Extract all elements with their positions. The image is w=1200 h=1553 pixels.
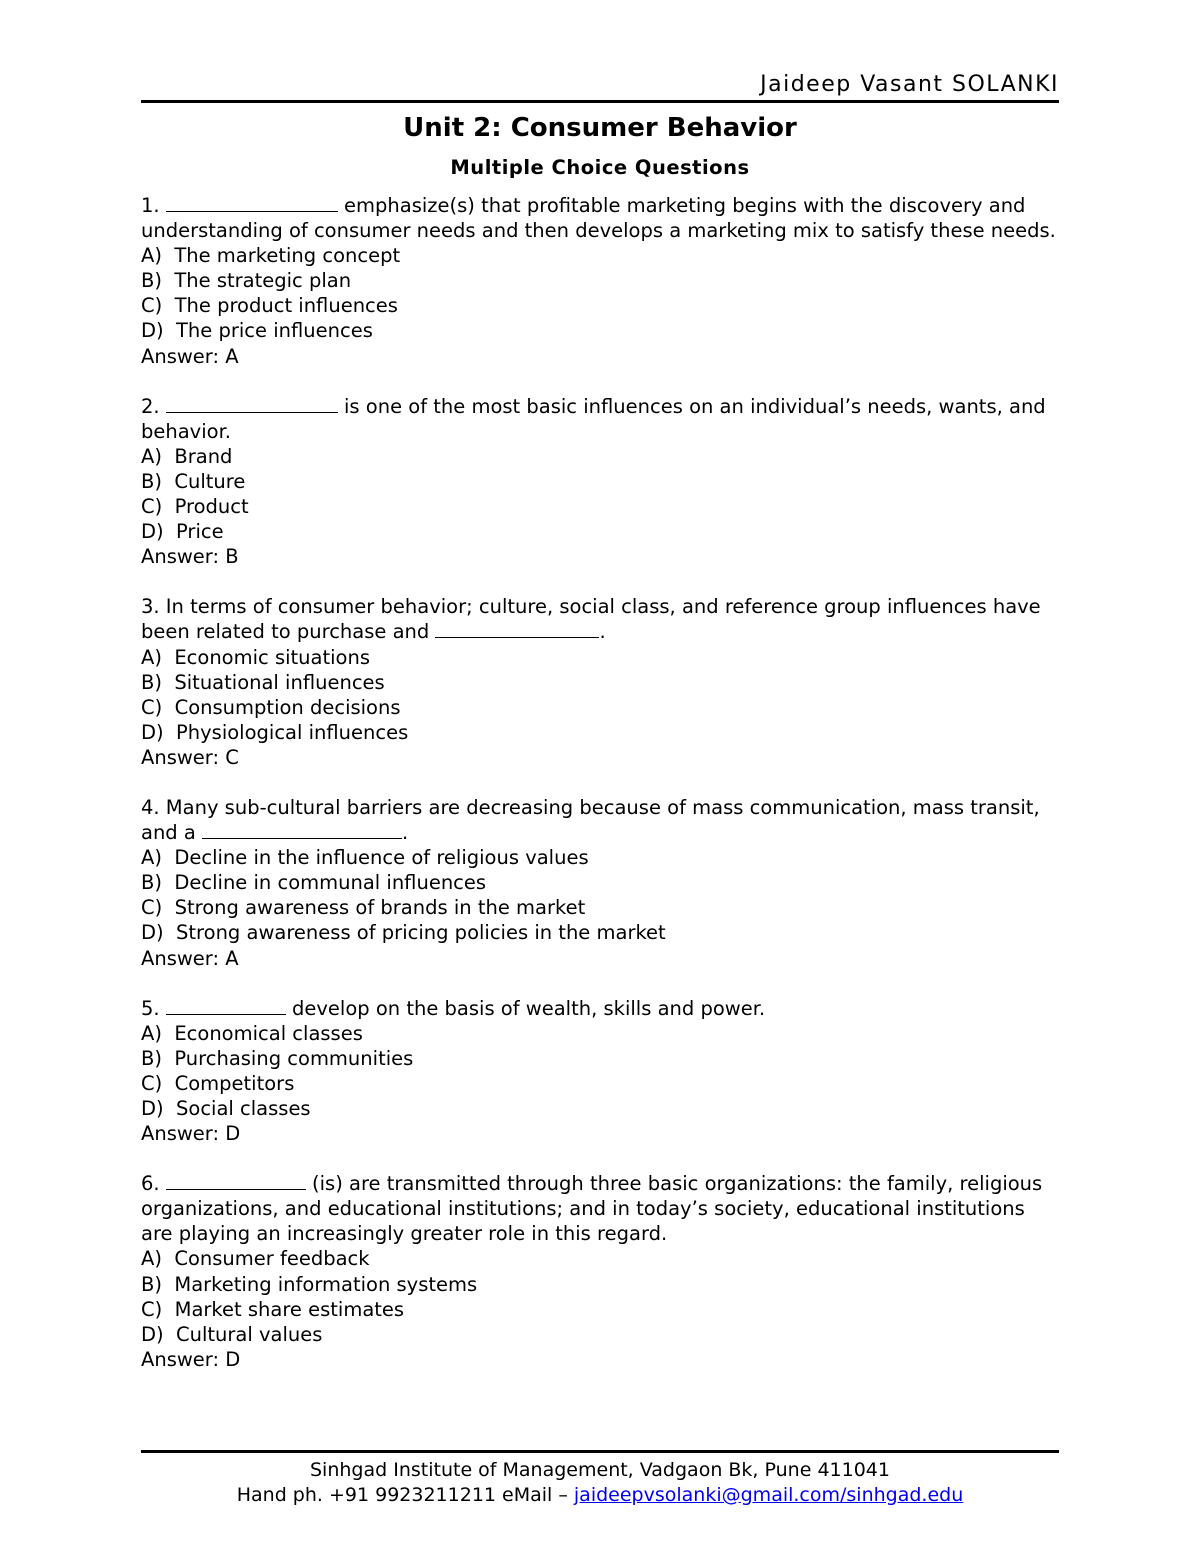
option-a: A) Decline in the influence of religious values [141,846,589,870]
option-c: C) Product [141,495,249,519]
option-c: C) Consumption decisions [141,695,401,719]
header-rule [141,100,1059,103]
page-footer [141,1450,1059,1508]
question-stem: 5. develop on the basis of wealth, skills and power. [141,996,766,1020]
answer-line: Answer: C [141,745,239,769]
question-1 [141,193,1059,369]
footer-rule [141,1450,1059,1453]
question-number: 5. [141,996,160,1020]
question-number: 6. [141,1172,160,1196]
question-stem: 2. is one of the most basic influences on an individual’s needs, wants, and behavior. [141,394,1046,443]
option-c: C) Strong awareness of brands in the market [141,896,586,920]
answer-blank [435,619,599,638]
answer-line: Answer: A [141,946,239,970]
email-link[interactable]: jaideepvsolanki@gmail.com/sinhgad.edu [573,1484,964,1506]
answer-line: Answer: D [141,1122,241,1146]
question-2 [141,394,1059,570]
option-b: B) Situational influences [141,670,385,694]
option-a: A) Economical classes [141,1021,363,1045]
option-c: C) Market share estimates [141,1297,405,1321]
footer-institute: Sinhgad Institute of Management, Vadgaon Bk, Pune 411041 [310,1459,890,1481]
question-number: 1. [141,194,160,217]
answer-blank [202,820,402,839]
answer-line: Answer: D [141,1347,241,1371]
option-b: B) Purchasing communities [141,1046,414,1070]
question-stem: 1. emphasize(s) that profitable marketing begins with the discovery and understanding of consumer needs and then develops a marketing mix to satisfy these needs. [141,194,1056,243]
option-a: A) The marketing concept [141,244,401,268]
option-b: B) Marketing information systems [141,1272,478,1296]
option-d: D) Social classes [141,1097,311,1120]
option-c: C) The product influences [141,294,398,318]
footer-contact: Hand ph. +91 9923211211 eMail – jaideepvsolanki@gmail.com/sinhgad.edu [236,1484,964,1506]
question-stem: 4. Many sub-cultural barriers are decreasing because of mass communication, mass transit, and a . [141,795,1040,845]
answer-blank [166,193,338,212]
option-b: B) The strategic plan [141,269,352,293]
option-d: D) Cultural values [141,1322,323,1346]
question-list [141,193,1059,1372]
page-title: Unit 2: Consumer Behavior [403,113,797,143]
answer-line: Answer: B [141,545,239,569]
option-d: D) Strong awareness of pricing policies in the market [141,921,666,945]
question-stem: 3. In terms of consumer behavior; culture, social class, and reference group influences have been related to purchase and . [141,595,1041,644]
option-a: A) Brand [141,444,233,468]
question-5 [141,996,1059,1147]
question-6 [141,1171,1059,1372]
answer-blank [166,1171,306,1190]
option-d: D) Price [141,520,224,544]
question-3 [141,594,1059,770]
option-a: A) Consumer feedback [141,1247,370,1271]
question-stem: 6. (is) are transmitted through three basic organizations: the family, religious organizations, and educational institutions; and in today’s society, educational institutions are playing an increasingly greater role in this regard. [141,1172,1043,1246]
option-a: A) Economic situations [141,645,370,669]
option-b: B) Culture [141,469,246,493]
option-d: D) Physiological influences [141,720,409,744]
question-4 [141,795,1059,971]
question-number: 3. [141,595,160,619]
option-b: B) Decline in communal influences [141,871,487,895]
answer-blank [166,394,338,413]
answer-blank [166,996,286,1015]
option-d: D) The price influences [141,319,373,343]
page-subtitle: Multiple Choice Questions [450,156,750,179]
author-header: Jaideep Vasant SOLANKI [760,72,1059,97]
question-number: 4. [141,795,160,819]
document-page [141,70,1059,1372]
answer-line: Answer: A [141,344,239,368]
question-number: 2. [141,394,160,418]
option-c: C) Competitors [141,1071,295,1095]
